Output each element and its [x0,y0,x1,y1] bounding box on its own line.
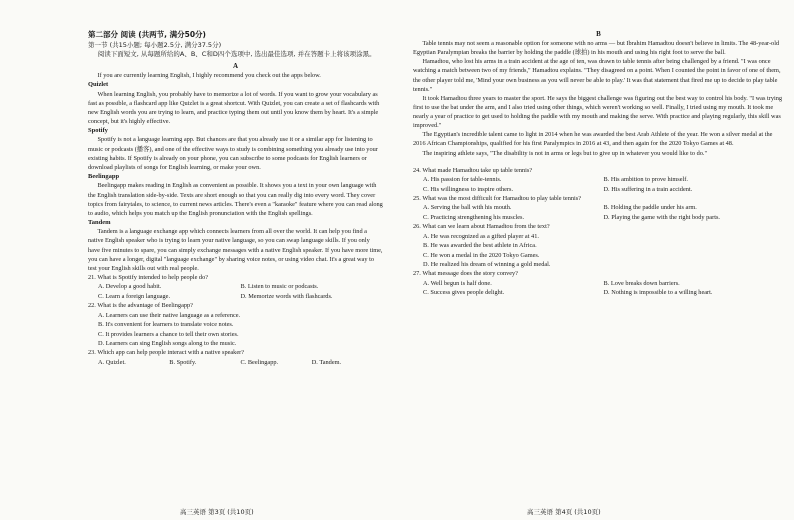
app-text-quizlet: When learning English, you probably have to memorize a lot of words. If you want to grow your vocabulary as fast as possible, a flashcard app like Quizlet is a great shortcut. With Quizlet, you can create a set of flashcards with new English words you are trying to learn, and practice typing them out until you know them by heart. It's a simple concept, but it's highly effective. [88,90,380,125]
option-d: D. Playing the game with the right body parts. [603,213,720,221]
app-heading-spotify: Spotify [88,127,108,135]
option-b: B. His ambition to prove himself. [603,176,688,184]
option-b: B. Listen to music or podcasts. [240,283,319,291]
app-heading-beelingapp: Beelingapp [88,172,120,180]
option-b: B. It's convenient for learners to translate voice notes. [98,321,234,329]
option-a: A. Well begun is half done. [423,279,492,287]
question-stem: 21. What is Spotify intended to help people do? [88,273,209,281]
option-c: C. He won a medal in the 2020 Tokyo Games. [423,251,540,259]
passage-b-letter: B [596,30,601,38]
app-list [88,80,383,273]
question-23 [88,348,383,367]
passage-b-paragraph-3: It took Hamadtou three years to master the sport. He says the biggest challenge was figuring out the best way to control his body. "I was trying first to use the bat under the arm, and I also tried using other things, which weren't working so well. Finally, I tried using my mouth. It took me nearly a year of practice to get used to holding the paddle with my mouth and making the serve. With practice and playing regularly, this skill was improved." [413,94,783,130]
option-c: C. Practicing strengthening his muscles. [423,213,525,221]
app-text-tandem: Tandem is a language exchange app which connects learners from all over the world. It can help you find a native English speaker who is trying to learn your native language, so you can swap language skills. If you only have five minutes to spare, you can simply exchange messages with a native English speaker. If you have more time, you can have a longer, digital "language exchange" by sharing voice notes, or using video chat. It's a great way to test your English skills out with real people. [88,228,383,272]
option-a: A. Develop a good habit. [98,283,162,291]
question-stem: 25. What was the most difficult for Hamadtou to play table tennis? [413,194,581,202]
app-text-spotify: Spotify is not a language learning app. But chances are that you already use it or a similar app for listening to music or podcasts (播客), and one of the effective ways to study is combining something you already use into your existing habits. If Spotify is already on your phone, you can subscribe to some podcasts for English learners or download playlists of songs for English learning, or make your own. [88,136,378,171]
option-a: A. Quizlet. [98,358,126,366]
question-stem: 27. What message does the story convey? [413,270,518,278]
option-a: A. He was recognized as a gifted player at 41. [423,232,539,240]
passage-a-letter: A [232,62,239,70]
part-one-heading: 第一节 (共15小题; 每小题2.5分, 满分37.5分) [88,40,222,49]
directions: 阅读下面短文, 从每题所给的A、B、C和D四个选项中, 选出最佳选项, 并在答题卡上将该项涂黑。 [97,50,376,59]
option-b: B. Spotify. [169,358,197,366]
question-stem: 22. What is the advantage of Beelingapp? [88,302,193,310]
option-c: C. Learn a foreign language. [98,292,171,300]
question-26 [413,222,784,269]
option-c: C. Beelingapp. [240,358,279,366]
option-c: C. His willingness to inspire others. [423,185,514,193]
question-25 [413,194,784,222]
option-b: B. Holding the paddle under his arm. [603,204,697,212]
option-a: A. Learners can use their native language as a reference. [98,311,241,319]
option-a: A. Serving the ball with his mouth. [423,204,512,212]
page-footer-right: 高三英语 第4页 (共10页) [527,508,601,516]
question-27 [413,269,784,297]
question-stem: 24. What made Hamadtou take up table tennis? [413,166,533,174]
option-d: D. Learners can sing English songs along to the music. [98,340,237,347]
app-text-beelingapp: Beelingapp makes reading in English as convenient as possible. It shows you a text in your own language with the English translation side-by-side. Texts are short enough so that you can really dig into every word. They cover topics from fairytales, to science, to current news articles. There's even a "karaoke" feature where you can read along to audio, which helps you match up the English pronunciation with the English spellings. [88,182,383,217]
option-d: D. Nothing is impossible to a willing heart. [603,289,713,297]
app-heading-quizlet: Quizlet [88,81,109,89]
option-b: B. Love breaks down barriers. [603,279,680,287]
option-d: D. Tandem. [311,358,342,366]
passage-a-intro: If you are currently learning English, I highly recommend you check out the apps below. [97,72,321,79]
option-a: A. His passion for table-tennis. [423,176,502,184]
passage-b-paragraph-1: Table tennis may not seem a reasonable option for someone with no arms — but Ibrahim Hamadtou doesn't believe in limits. The 48-year-old Egyptian Paralympian breaks the barrier by holding the paddle (球拍) in his mouth and using his right foot to serve the ball. [413,40,780,57]
option-d: D. He realized his dream of winning a gold medal. [423,261,551,268]
question-24 [413,166,784,194]
option-c: C. Success gives people delight. [423,289,505,297]
passage-b-paragraph-4: The Egyptian's incredible talent came to light in 2014 when he was awarded the best Arab Athlete of the year. He won a silver medal at the 2016 African Championships, qualified for his first Paralympics in 2016 at 43, and then again for the 2020 Tokyo Games at 48. [413,131,773,148]
option-b: B. He was awarded the best athlete in Africa. [423,242,537,250]
question-stem: 26. What can we learn about Hamadtou from the text? [413,223,550,231]
page-footer-left: 高三英语 第3页 (共10页) [180,508,254,516]
section-title: 第二部分 阅读 (共两节, 满分50分) [88,30,206,39]
question-21 [88,273,383,301]
question-stem: 23. Which app can help people interact with a native speaker? [88,349,245,357]
question-22 [88,301,383,348]
option-d: D. His suffering in a train accident. [603,185,693,193]
right-page [397,0,794,520]
option-d: D. Memorize words with flashcards. [240,292,333,300]
passage-b-paragraph-2: Hamadtou, who lost his arms in a train accident at the age of ten, was drawn to table tennis after being challenged by a friend. "I was once watching a match between two of my friends," Hamadtou explains. "They disagreed on a point. When I counted the point in favor of one of them, the other player told me, 'Mind your own business as you will never be able to play.' It was that statement that fired me up to decide to play table tennis." [413,58,781,93]
passage-b-paragraph-5: The inspiring athlete says, "The disability is not in arms or legs but to give up in whatever you would like to do." [422,149,708,157]
app-heading-tandem: Tandem [88,218,111,226]
option-c: C. It provides learners a chance to tell their own stories. [98,330,239,338]
